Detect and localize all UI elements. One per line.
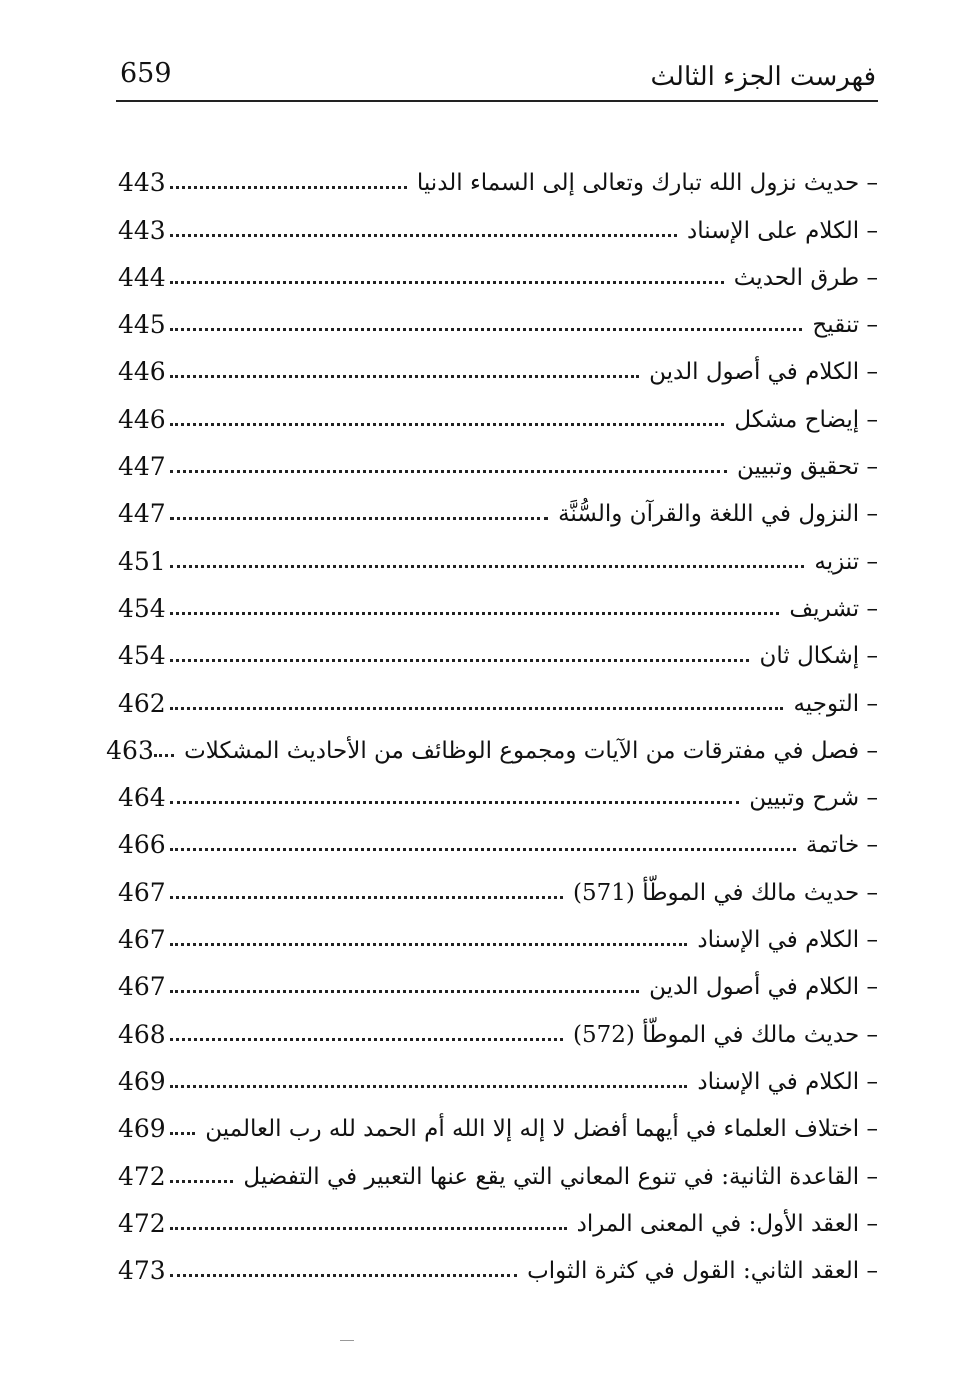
toc-entry-title: – إشكال ثان bbox=[759, 643, 878, 670]
toc-entry bbox=[106, 716, 878, 765]
toc-entry bbox=[118, 432, 878, 482]
toc-entry bbox=[118, 479, 878, 529]
toc-entry-page: 443 bbox=[118, 215, 166, 245]
toc-entry-page: 467 bbox=[118, 972, 166, 1002]
dot-leader bbox=[170, 517, 548, 520]
toc-entry bbox=[118, 1236, 878, 1286]
dot-leader bbox=[170, 375, 639, 378]
table-of-contents bbox=[106, 148, 878, 1286]
toc-entry-title: – طرق الحديث bbox=[733, 264, 878, 291]
dot-leader bbox=[170, 896, 563, 899]
toc-entry bbox=[118, 526, 878, 576]
toc-entry-title: – تنقيح bbox=[812, 312, 878, 339]
toc-entry-title: – حديث مالك في الموطّأ (572) bbox=[573, 1021, 878, 1048]
toc-entry bbox=[118, 384, 878, 434]
toc-entry bbox=[118, 337, 878, 387]
toc-entry-title: – إيضاح مشكل bbox=[734, 406, 878, 433]
toc-entry-page: 466 bbox=[118, 830, 166, 860]
page-number: 659 bbox=[120, 58, 172, 89]
toc-entry bbox=[118, 857, 878, 907]
toc-entry-page: 446 bbox=[118, 357, 166, 387]
toc-entry-title: – الكلام في الإسناد bbox=[697, 927, 878, 954]
dot-leader bbox=[170, 186, 407, 189]
toc-entry bbox=[118, 148, 878, 198]
toc-entry-title: – الكلام في الإسناد bbox=[697, 1068, 878, 1095]
dot-leader bbox=[154, 754, 174, 757]
toc-entry-page: 454 bbox=[118, 641, 166, 671]
toc-entry-title: – الكلام على الإسناد bbox=[687, 217, 878, 244]
toc-entry-page: 468 bbox=[118, 1019, 166, 1049]
page-header bbox=[116, 52, 878, 102]
toc-entry-page: 472 bbox=[118, 1161, 166, 1191]
toc-entry bbox=[118, 290, 878, 340]
toc-entry-page: 447 bbox=[118, 499, 166, 529]
dot-leader bbox=[170, 565, 805, 568]
toc-entry bbox=[118, 621, 878, 671]
toc-entry bbox=[118, 574, 878, 621]
dot-leader bbox=[170, 659, 750, 662]
toc-entry bbox=[118, 1141, 878, 1191]
dot-leader bbox=[170, 423, 725, 426]
dot-leader bbox=[170, 612, 780, 615]
toc-entry bbox=[118, 952, 878, 1002]
toc-entry-title: – القاعدة الثانية: في تنوع المعاني التي يقع عنها التعبير في التفضيل bbox=[243, 1163, 878, 1190]
toc-entry-page: 446 bbox=[118, 404, 166, 434]
toc-entry-title: – تحقيق وتبيين bbox=[737, 454, 878, 481]
toc-entry-title: – حديث مالك في الموطّأ (571) bbox=[573, 879, 878, 906]
dot-leader bbox=[170, 328, 803, 331]
toc-entry-page: 443 bbox=[118, 168, 166, 198]
toc-entry bbox=[118, 763, 878, 813]
toc-entry-title: – التوجيه bbox=[793, 690, 878, 717]
toc-entry bbox=[118, 243, 878, 290]
toc-entry-title: – اختلاف العلماء في أيهما أفضل لا إله إلا الله أم الحمد لله رب العالمين bbox=[205, 1116, 878, 1143]
toc-entry bbox=[118, 1189, 878, 1236]
toc-entry-page: 462 bbox=[118, 688, 166, 718]
toc-entry-page: 467 bbox=[118, 877, 166, 907]
dot-leader bbox=[170, 1085, 688, 1088]
toc-entry-page: 473 bbox=[118, 1256, 166, 1286]
toc-entry-page: 445 bbox=[118, 310, 166, 340]
toc-entry-page: 451 bbox=[118, 546, 166, 576]
dot-leader bbox=[170, 1274, 517, 1277]
dot-leader bbox=[170, 234, 677, 237]
toc-entry-title: – حديث نزول الله تبارك وتعالى إلى السماء الدنيا bbox=[416, 170, 878, 197]
toc-entry-page: 444 bbox=[118, 262, 166, 292]
toc-entry bbox=[118, 905, 878, 955]
toc-entry-title: – تشريف bbox=[789, 595, 878, 622]
toc-entry bbox=[118, 195, 878, 245]
dot-leader bbox=[170, 470, 727, 473]
toc-entry bbox=[118, 668, 878, 718]
toc-entry bbox=[118, 810, 878, 860]
dot-leader bbox=[170, 707, 784, 710]
dot-leader bbox=[170, 1132, 196, 1135]
running-header-title: فهرست الجزء الثالث bbox=[650, 62, 876, 92]
toc-entry-title: – الكلام في أصول الدين bbox=[649, 974, 878, 1001]
toc-entry bbox=[118, 1047, 878, 1094]
dot-leader bbox=[170, 1227, 567, 1230]
toc-entry-title: – فصل في مفترقات من الآيات ومجموع الوظائف من الأحاديث المشكلات bbox=[184, 737, 878, 764]
dot-leader bbox=[170, 281, 724, 284]
dot-leader bbox=[170, 990, 639, 993]
toc-entry-title: – الكلام في أصول الدين bbox=[649, 359, 878, 386]
toc-entry-page: 469 bbox=[118, 1066, 166, 1096]
toc-entry-title: – العقد الثاني: القول في كثرة الثواب bbox=[527, 1258, 878, 1285]
toc-entry-page: 454 bbox=[118, 593, 166, 623]
dot-leader bbox=[170, 943, 688, 946]
toc-entry-page: 463 bbox=[106, 735, 154, 765]
toc-entry-page: 447 bbox=[118, 452, 166, 482]
dot-leader bbox=[170, 1038, 563, 1041]
toc-entry-title: – تنزيه bbox=[814, 548, 878, 575]
dot-leader bbox=[170, 848, 796, 851]
toc-entry-page: 469 bbox=[118, 1114, 166, 1144]
toc-entry-title: – العقد الأول: في المعنى المراد bbox=[576, 1210, 878, 1237]
toc-entry-title: – النزول في اللغة والقرآن والسُّنَّة bbox=[558, 501, 878, 528]
toc-entry-title: – خاتمة bbox=[805, 832, 878, 859]
dot-leader bbox=[170, 801, 740, 804]
toc-entry-page: 464 bbox=[118, 783, 166, 813]
toc-entry bbox=[118, 999, 878, 1049]
scan-mark bbox=[340, 1340, 354, 1341]
toc-entry-page: 472 bbox=[118, 1208, 166, 1238]
toc-entry-page: 467 bbox=[118, 925, 166, 955]
toc-entry-title: – شرح وتبيين bbox=[749, 785, 878, 812]
dot-leader bbox=[170, 1180, 234, 1183]
toc-entry bbox=[118, 1094, 878, 1144]
